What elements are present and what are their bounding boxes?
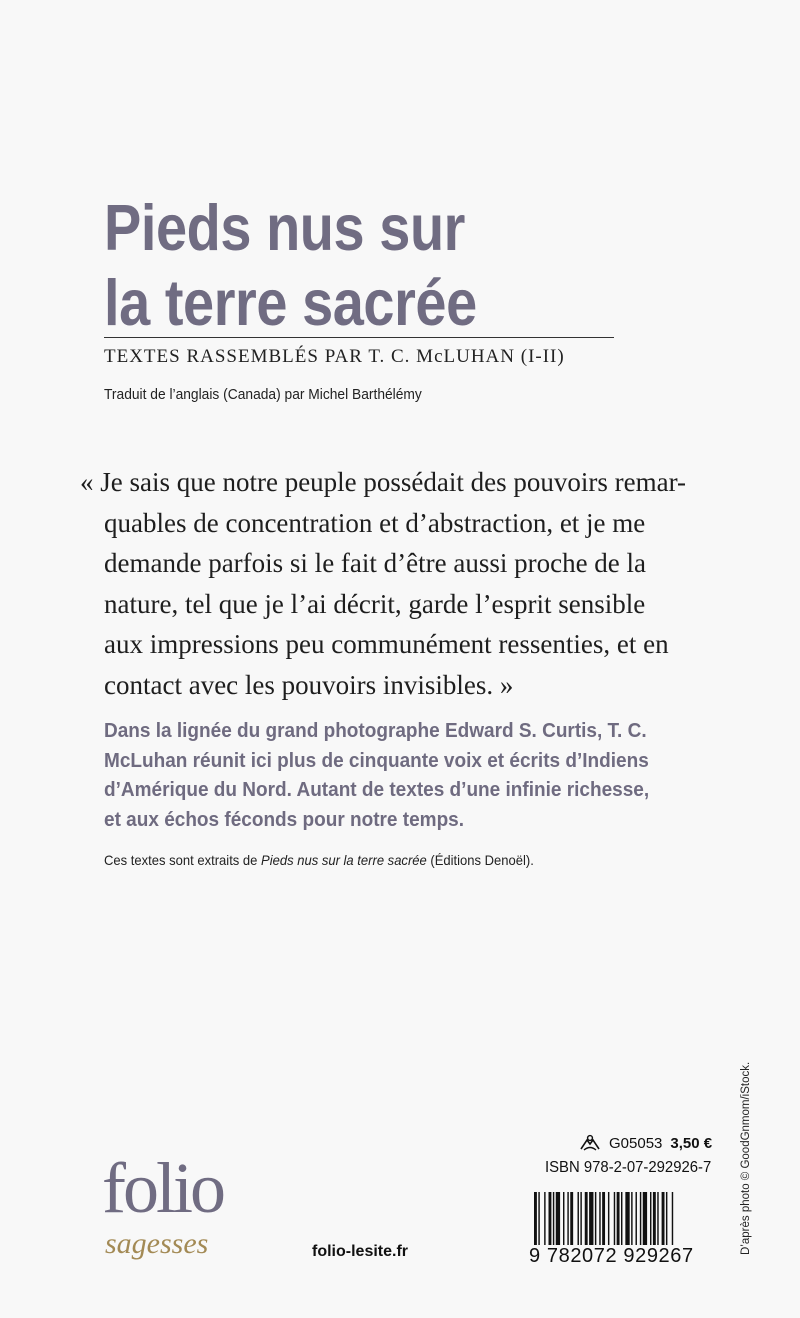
quote-line: quables de concentration et d’abstraction, et je me [104, 507, 646, 538]
barcode-digits: 9 782072 929267 [523, 1245, 729, 1268]
book-title [104, 190, 586, 340]
barcode-bar [631, 1192, 632, 1250]
quote-line: contact avec les pouvoirs invisibles. » [104, 669, 514, 700]
barcode-bar [549, 1192, 552, 1250]
barcode-bar [538, 1192, 539, 1250]
barcode-bar [570, 1192, 573, 1250]
barcode-bar [556, 1192, 560, 1250]
barcode-bar [643, 1192, 647, 1250]
barcode-bar [608, 1192, 609, 1250]
summary-line: Dans la lignée du grand photographe Edward S. Curtis, T. C. [104, 720, 647, 742]
barcode-bar [544, 1192, 545, 1250]
barcode-bar [567, 1192, 568, 1250]
title-line-2: la terre sacrée [104, 266, 477, 339]
barcode-bar [640, 1192, 641, 1250]
source-note [104, 852, 534, 868]
source-note-title: Pieds nus sur la terre sacrée [261, 852, 427, 868]
barcode-bar [589, 1192, 593, 1250]
quote-block [80, 462, 720, 705]
price: 3,50 € [670, 1134, 713, 1152]
photo-credit: D’après photo © GoodGnmom/iStock. [740, 1061, 752, 1255]
summary-line: McLuhan réunit ici plus de cinquante voix et écrits d’Indiens [104, 749, 649, 772]
barcode-bar [614, 1192, 615, 1250]
barcode-bar [617, 1192, 620, 1250]
quote-line: « Je sais que notre peuple possédait des pouvoirs remar- [80, 467, 687, 497]
folio-emblem-icon [579, 1134, 601, 1152]
code-price-row [579, 1134, 712, 1152]
summary-block [104, 717, 714, 835]
product-code: G05053 [609, 1134, 663, 1152]
title-divider [104, 337, 614, 338]
summary-line: d’Amérique du Nord. Autant de textes d’une infinie richesse, [104, 779, 650, 801]
barcode-bar [621, 1192, 622, 1250]
title-line-1: Pieds nus sur [104, 191, 465, 264]
barcode-bar [553, 1192, 554, 1250]
barcode-bar [595, 1192, 596, 1250]
source-note-prefix: Ces textes sont extraits de [104, 852, 262, 868]
barcode-bar [672, 1192, 673, 1250]
barcode-bar [653, 1192, 656, 1250]
barcode [534, 1192, 714, 1250]
quote-line: nature, tel que je l’ai décrit, garde l’esprit sensible [104, 588, 646, 619]
subtitle: TEXTES RASSEMBLÉS PAR T. C. McLUHAN (I-II) [104, 346, 565, 367]
isbn: ISBN 978-2-07-292926-7 [545, 1159, 712, 1176]
barcode-bar [578, 1192, 579, 1250]
summary-line: et aux échos féconds pour notre temps. [104, 808, 465, 831]
source-note-suffix: (Éditions Denoël). [426, 852, 534, 868]
quote-line: aux impressions peu communément ressenties, et en [104, 629, 669, 659]
barcode-bar [625, 1192, 629, 1250]
barcode-bar [563, 1192, 564, 1250]
barcode-bar [602, 1192, 605, 1250]
barcode-bar [636, 1192, 637, 1250]
series-logo: sagesses [105, 1227, 209, 1260]
quote-line: demande parfois si le fait d’être aussi proche de la [104, 548, 647, 578]
barcode-bar [599, 1192, 600, 1250]
barcode-bar [585, 1192, 588, 1250]
barcode-bar [666, 1192, 667, 1250]
barcode-bar [650, 1192, 651, 1250]
folio-logo: folio [102, 1148, 223, 1228]
website-link: folio-lesite.fr [312, 1243, 409, 1260]
barcode-bar [580, 1192, 581, 1250]
barcode-bar [657, 1192, 658, 1250]
translator-credit: Traduit de l’anglais (Canada) par Michel Barthélémy [104, 386, 422, 403]
barcode-bar [534, 1192, 537, 1250]
barcode-bar [662, 1192, 665, 1250]
